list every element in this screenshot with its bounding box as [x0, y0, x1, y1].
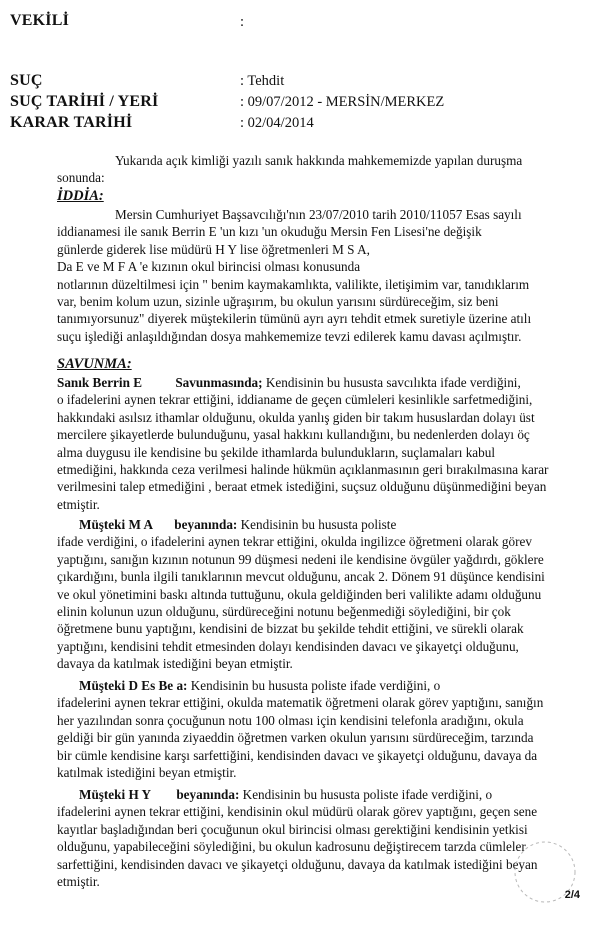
musteki1-line: yaptığını, sanığın kızının notunun 99 düşmesi nedeni ile kendisine övgüler yağdırdı, göklere	[57, 551, 544, 567]
savunma-line: hakkındaki asılsız ithamlar olduğunu, okulda yanlış giden bir takım hususlardan dolayı üst	[57, 409, 535, 425]
musteki2-line: geldiği bir gün yanında ziyaeddin öğretmen varken okulun yarısını sürdüreceğim, tarzında	[57, 730, 534, 746]
musteki1-speaker: Müşteki M A	[79, 517, 153, 532]
musteki1-line: yaptığını, kendisini tehdit etmesinden dolayı kendisinden davacı ve şikayetçi olduğunu,	[57, 638, 519, 654]
intro-line: Yukarıda açık kimliği yazılı sanık hakkında mahkememizde yapılan duruşma	[115, 153, 523, 168]
musteki3-speaker: Müşteki H Y	[79, 787, 152, 802]
savunma-line: alma duygusu ile kendisine bu şekilde ithamlarda bulundukların, suçlamaları kabul	[57, 444, 496, 460]
savunma-line: etmiştir.	[57, 496, 100, 512]
musteki1-line: çıkardığını, bunla ilgili tanıklarının mevcut olduğunu, ancak 2. Dönem 91 düşünce kendisini	[57, 569, 545, 585]
suc-label: SUÇ	[10, 72, 43, 89]
savunma-line: mercilere şikayetlerde bulunduğunu, yasal hakkını kullandığını, bu nedenlerden dolayı öç	[57, 427, 530, 443]
iddia-line: günlerde giderek lise müdürü H Y lise öğretmenleri M S A,	[57, 241, 370, 257]
suc-tarihi-label: SUÇ TARİHİ / YERİ	[10, 93, 159, 110]
musteki3-line: olduğunu, yapabileceğini söylediğini, bu okulun kadrosunu değiştirecem tarzda cümleler	[57, 839, 526, 855]
musteki2-line: katılmak istediğini beyan etmiştir.	[57, 765, 237, 781]
iddia-line: tanımıyorsunuz" diyerek müştekilerin tümünü ayrı ayrı tehdit etmek suretiyle üzerine atılı	[57, 311, 532, 327]
iddia-heading: İDDİA:	[57, 188, 104, 204]
suc-value: : Tehdit	[240, 73, 285, 89]
musteki3-line: ifadelerini aynen tekrar ettiğini, kendisinin okul müdürü olarak görev yaptığını, geçen sene	[57, 804, 538, 820]
musteki3-line: Kendisinin bu hususta poliste ifade verdiğini, o	[242, 787, 493, 802]
musteki3-line: sarfettiğini, kendisinden davacı ve şikayetçi olduğunu, davaya da katılmak istediğini beyan	[57, 856, 538, 872]
musteki2-line: bir cümle kendisine karşı sarfettiğini, kendisinden davacı ve şikayetçi olduğunu, davaya da	[57, 747, 538, 763]
intro-paragraph	[57, 152, 575, 187]
musteki3-speaker-suffix: beyanında:	[176, 787, 240, 802]
iddia-line: var, benim kolum uzun, sizinle uğraşırım, bu okulun yarısını sürdüreceğim, siz beni	[57, 294, 499, 310]
musteki3-first-line	[57, 786, 575, 803]
savunma-line: etmediğini, hakkında ceza verilmesi halinde hükmün açıklanmasının geri bırakılmasına karar	[57, 462, 549, 478]
savunma-line: verilmesini talep etmediğini , beraat etmek istediğini, suçsuz olduğunu düşünmediğini beyan	[57, 479, 547, 495]
musteki1-line: öğretmene bunu yaptığını, kendisini de bizzat bu şekilde tehdit ettiğini, ve sürekli olarak	[57, 621, 524, 637]
savunma-line: o ifadelerini aynen tekrar ettiğini, iddianame de geçen cümleleri kesinlikle sarfetmediğini,	[57, 392, 533, 408]
musteki2-first-line	[57, 677, 575, 694]
iddia-line: Da E ve M F A 'e kızının okul birincisi olması konusunda	[57, 259, 361, 275]
savunma-first-line	[57, 374, 575, 391]
iddia-line: suçu işlediği anlaşıldığından dosya mahkememize tevzi edilerek kamu davası açılmıştır.	[57, 328, 522, 344]
musteki2-line: ifadelerini aynen tekrar ettiğini, okulda matematik öğretmeni olarak görev yaptığını, sanığın	[57, 695, 544, 711]
musteki2-speaker: Müşteki D Es Be	[79, 678, 174, 693]
iddia-line: iddianamesi ile sanık Berrin E 'un kızı 'un okuduğu Mersin Fen Lisesi'ne değişik	[57, 224, 482, 240]
page-number: 2/4	[564, 889, 580, 901]
musteki1-speaker-suffix: beyanında:	[174, 517, 238, 532]
musteki2-line: Kendisinin bu hususta poliste ifade verdiğini, o	[190, 678, 441, 693]
musteki1-line: ifade verdiğini, o ifadelerini aynen tekrar ettiğini, okulda ingilizce öğretmeni olarak görev	[57, 534, 532, 550]
savunma-heading: SAVUNMA:	[57, 356, 132, 372]
vekil-value: :	[240, 14, 245, 30]
iddia-line: notlarının düzeltilmesi için " benim kaymakamlıkta, valilikte, iletişimim var, tanıdıklarım	[57, 276, 530, 292]
savunma-speaker: Sanık Berrin E	[57, 375, 143, 390]
musteki3-line: etmiştir.	[57, 874, 100, 890]
intro-line: sonunda:	[57, 170, 105, 186]
vekil-label: VEKİLİ	[10, 12, 69, 29]
musteki1-line: davaya da katılmak istediğini beyan etmiştir.	[57, 656, 293, 672]
suc-tarihi-value: : 09/07/2012 - MERSİN/MERKEZ	[240, 94, 445, 110]
iddia-line: Mersin Cumhuriyet Başsavcılığı'nın 23/07/2010 tarih 2010/11057 Esas sayılı	[115, 207, 522, 222]
iddia-paragraph	[57, 206, 575, 345]
karar-value: : 02/04/2014	[240, 115, 314, 131]
karar-label: KARAR TARİHİ	[10, 114, 133, 131]
musteki2-line: her yazılından sonra çocuğunun notu 100 olması için kendisini telefonla aradığını, okula	[57, 712, 524, 728]
musteki3-paragraph	[57, 786, 575, 890]
musteki2-paragraph	[57, 677, 575, 781]
musteki1-line: elinin kolunun uzun olduğunu, sürdüreceğini notunu beğenmediği söylediğini, bir çok	[57, 604, 511, 620]
savunma-line: Kendisinin bu hususta savcılıkta ifade verdiğini,	[265, 375, 521, 390]
savunma-paragraph	[57, 374, 575, 513]
musteki3-line: kayıtlar başladığından beri çocuğunun okul birincisi olması gerektiğini kendisinin yetkisi	[57, 821, 528, 837]
musteki1-line: ve okul yönetimini baskı altında tuttuğunu, okula geldiğinden beri valilikte adamı olduğunu	[57, 586, 542, 602]
musteki1-paragraph	[57, 516, 575, 673]
savunma-speaker-suffix: Savunmasında;	[175, 375, 263, 390]
musteki2-speaker-suffix: a:	[176, 678, 188, 693]
musteki1-first-line	[57, 516, 575, 533]
musteki1-line: Kendisinin bu hususta poliste	[240, 517, 397, 532]
